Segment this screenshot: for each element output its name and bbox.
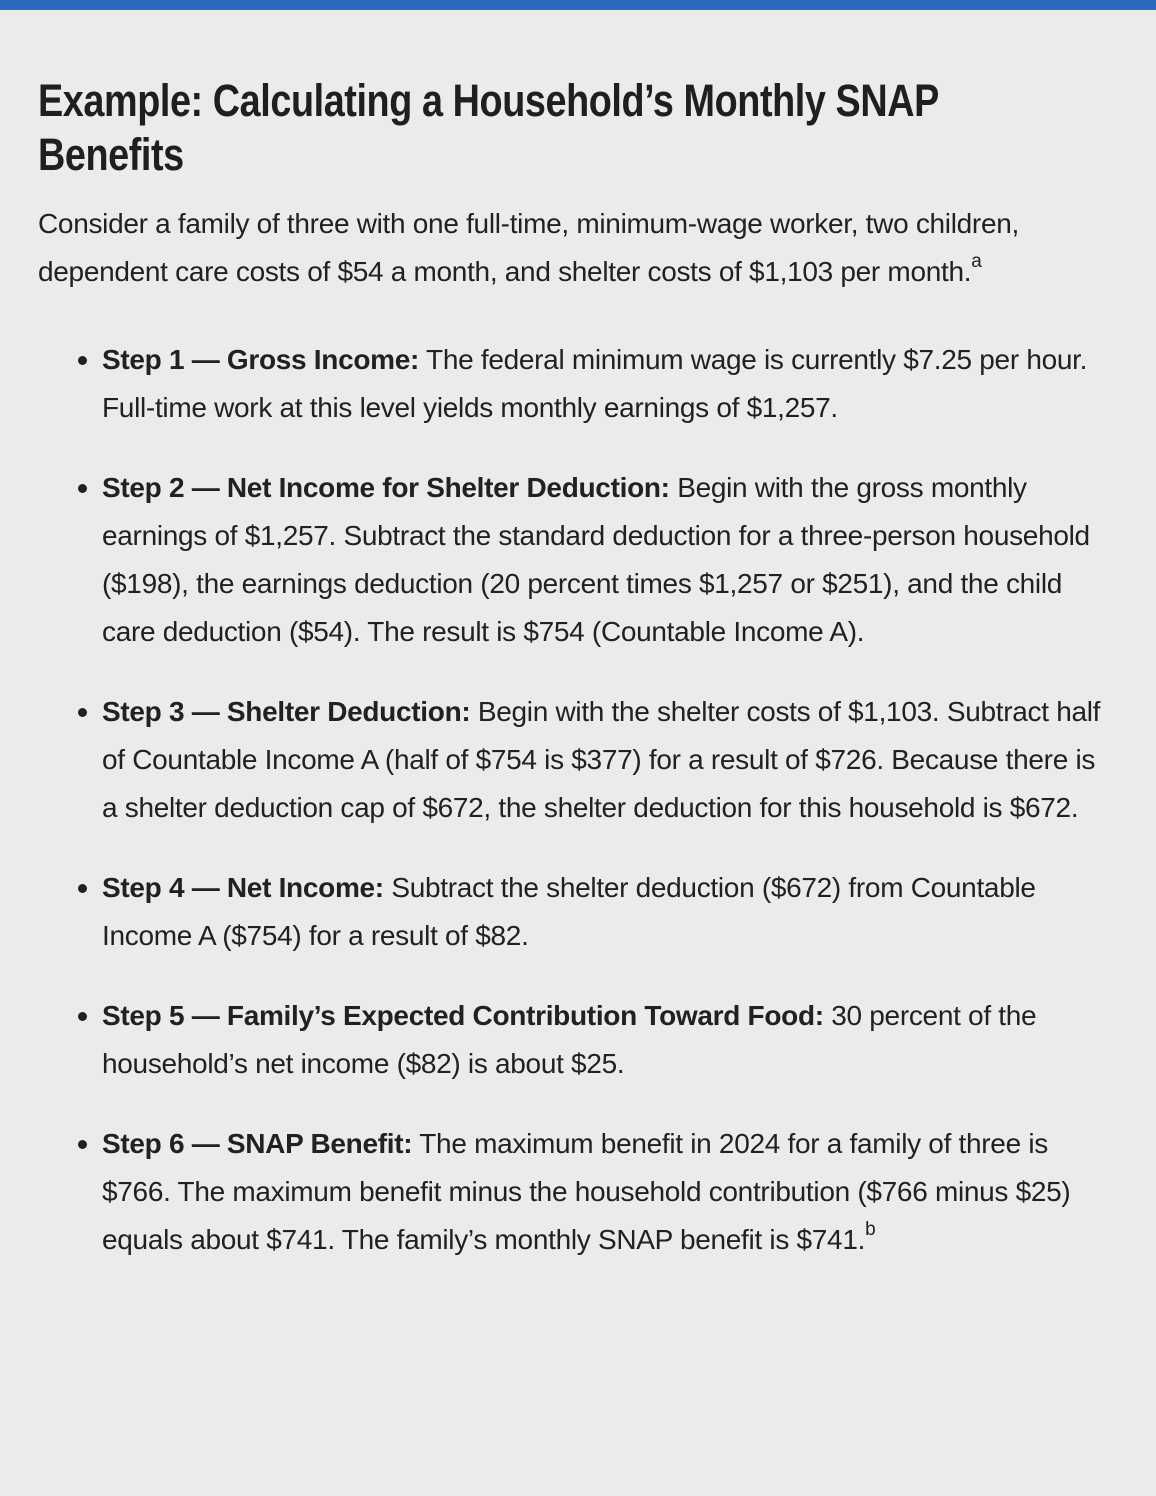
step-label: Step 2 — Net Income for Shelter Deduction: xyxy=(102,472,670,503)
bullet-icon xyxy=(78,356,87,365)
step-text: The maximum benefit in 2024 for a family of three is $766. The maximum benefit minus the household contribution ($766 minus $25) equals about $741. The family’s monthly SNAP benefit is $741. xyxy=(102,1128,1071,1255)
page-title: Example: Calculating a Household’s Monthly SNAP Benefits xyxy=(38,75,939,180)
bullet-icon xyxy=(78,884,87,893)
bullet-icon xyxy=(78,708,87,717)
list-item-step-1 xyxy=(102,336,1112,432)
bullet-icon xyxy=(78,484,87,493)
step-text: The federal minimum wage is currently $7.25 per hour. Full-time work at this level yields monthly earnings of $1,257. xyxy=(102,344,1088,423)
list-item-step-3 xyxy=(102,688,1112,832)
step-label: Step 3 — Shelter Deduction: xyxy=(102,696,471,727)
list-item-step-4 xyxy=(102,864,1112,960)
example-box xyxy=(38,74,1118,1296)
step-label: Step 4 — Net Income: xyxy=(102,872,384,903)
bullet-icon xyxy=(78,1140,87,1149)
step-text: 30 percent of the household’s net income ($82) is about $25. xyxy=(102,1000,1037,1079)
step-label: Step 1 — Gross Income: xyxy=(102,344,420,375)
footnote-marker-a[interactable]: a xyxy=(971,251,982,272)
step-text: Begin with the gross monthly earnings of $1,257. Subtract the standard deduction for a three-person household ($198), the earnings deduction (20 percent times $1,257 or $251), and the child care deduction ($54). The result is $754 (Countable Income A). xyxy=(102,472,1090,647)
list-item-step-6 xyxy=(102,1120,1112,1264)
intro-text: Consider a family of three with one full-time, minimum-wage worker, two children, dependent care costs of $54 a month, and shelter costs of $1,103 per month. xyxy=(38,208,1019,287)
step-label: Step 6 — SNAP Benefit: xyxy=(102,1128,413,1159)
intro-paragraph xyxy=(38,200,1113,296)
steps-list xyxy=(38,336,1112,1264)
bullet-icon xyxy=(78,1012,87,1021)
top-accent-bar xyxy=(0,0,1156,10)
step-text: Subtract the shelter deduction ($672) from Countable Income A ($754) for a result of $82. xyxy=(102,872,1036,951)
list-item-step-2 xyxy=(102,464,1112,656)
step-label: Step 5 — Family’s Expected Contribution Toward Food: xyxy=(102,1000,824,1031)
list-item-step-5 xyxy=(102,992,1112,1088)
footnote-marker-b[interactable]: b xyxy=(865,1219,876,1240)
step-text: Begin with the shelter costs of $1,103. Subtract half of Countable Income A (half of $754 is $377) for a result of $726. Because there is a shelter deduction cap of $672, the shelter deduction for this household is $672. xyxy=(102,696,1101,823)
